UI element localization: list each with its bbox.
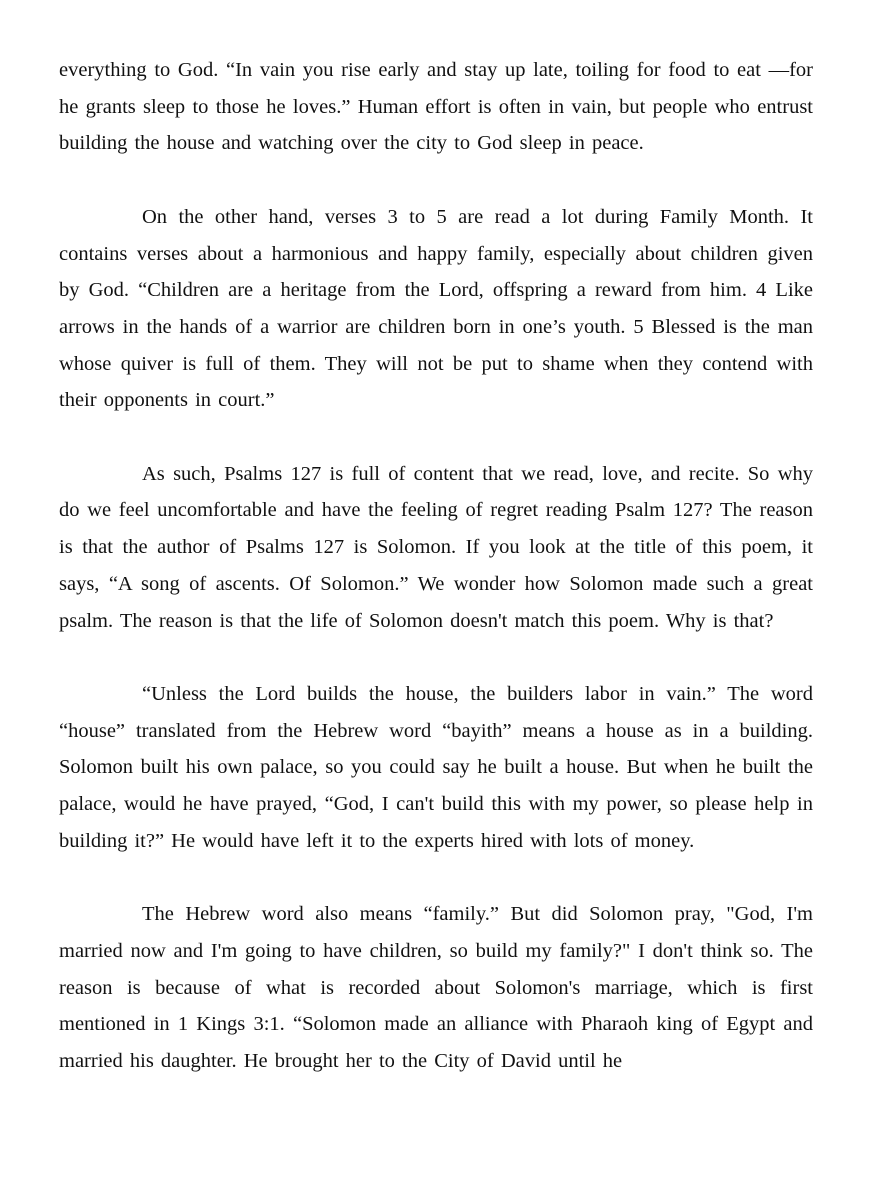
paragraph-3: As such, Psalms 127 is full of content that we read, love, and recite. So why do we feel uncomfortable and have the feeling of regret reading Psalm 127? The reason is that the author of Psalms 127 is Solomon. If you look at the title of this poem, it says, “A song of ascents. Of Solomon.” We wonder how Solomon made such a great psalm. The reason is that the life of Solomon doesn't match this poem. Why is that?: [59, 462, 813, 632]
paragraph-4: “Unless the Lord builds the house, the builders labor in vain.” The word “house” translated from the Hebrew word “bayith” means a house as in a building. Solomon built his own palace, so you could say he built a house. But when he built the palace, would he have prayed, “God, I can't build this with my power, so please help in building it?” He would have left it to the experts hired with lots of money.: [59, 682, 813, 852]
paragraph-5: The Hebrew word also means “family.” But did Solomon pray, "God, I'm married now and I'm going to have children, so build my family?" I don't think so. The reason is because of what is recorded about Solomon's marriage, which is first mentioned in 1 Kings 3:1. “Solomon made an alliance with Pharaoh king of Egypt and married his daughter. He brought her to the City of David until he: [59, 903, 813, 1072]
paragraph-1: everything to God. “In vain you rise early and stay up late, toiling for food to eat —for he grants sleep to those he loves.” Human effort is often in vain, but people who entrust building the house and watching over the city to God sleep in peace.: [59, 59, 813, 155]
paragraph-2: On the other hand, verses 3 to 5 are read a lot during Family Month. It contains verses about a harmonious and happy family, especially about children given by God. “Children are a heritage from the Lord, offspring a reward from him. 4 Like arrows in the hands of a warrior are children born in one’s youth. 5 Blessed is the man whose quiver is full of them. They will not be put to shame when they contend with their opponents in court.”: [59, 205, 813, 412]
document-page: [59, 52, 813, 1116]
